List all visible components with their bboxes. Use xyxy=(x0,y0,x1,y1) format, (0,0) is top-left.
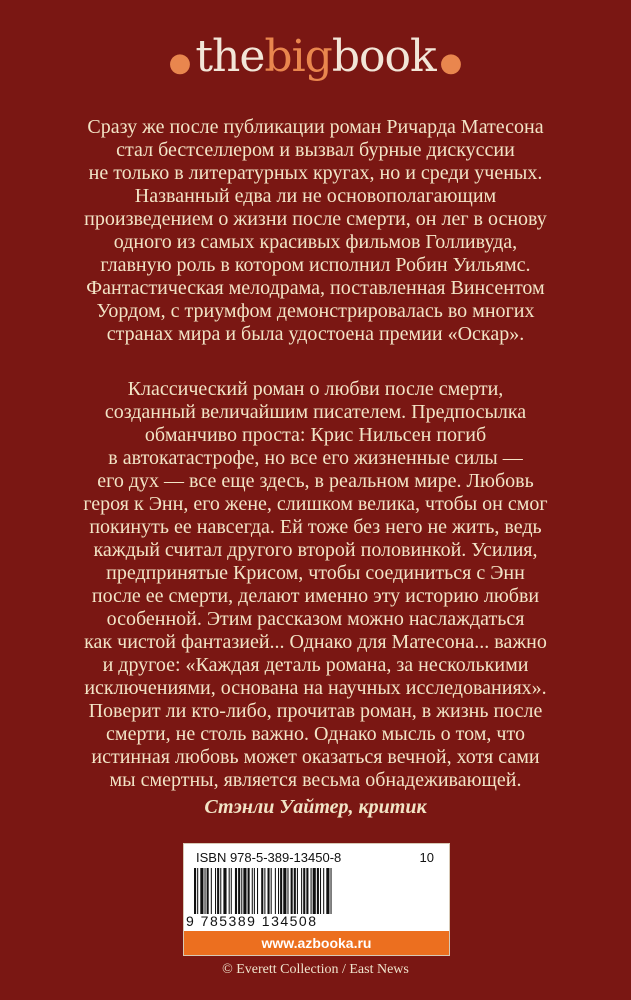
barcode-stripe xyxy=(268,868,270,914)
text-line: Поверит ли кто-либо, прочитав роман, в жизнь после xyxy=(88,700,543,722)
logo-big: big xyxy=(264,31,332,82)
barcode-stripe xyxy=(303,868,305,914)
barcode-stripe xyxy=(223,868,226,914)
barcode-stripe xyxy=(287,868,288,914)
barcode-stripe xyxy=(264,868,265,914)
barcode-stripe xyxy=(197,868,198,914)
text-line: мы смертны, является весьма обнадеживающей. xyxy=(109,769,522,791)
isbn-label: ISBN 978-5-389-13450-8 xyxy=(196,850,342,865)
text-line: покинуть ее навсегда. Ей тоже без него не жить, ведь xyxy=(89,516,542,538)
text-line: Уордом, с триумфом демонстрировалась во многих xyxy=(96,300,535,322)
barcode-stripe xyxy=(207,868,209,914)
barcode-stripe xyxy=(220,868,221,914)
barcode-stripe xyxy=(297,868,298,914)
barcode-stripe xyxy=(238,868,240,914)
barcode-stripe xyxy=(243,868,246,914)
barcode-stripe xyxy=(291,868,293,914)
text-line: в автокатастрофе, но все его жизненные силы — xyxy=(108,447,523,469)
text-line: его дух — все еще здесь, в реальном мире. Любовь xyxy=(97,470,534,492)
barcode-stripe xyxy=(283,868,286,914)
text-line: Фантастическая мелодрама, поставленная Винсентом xyxy=(86,277,545,299)
barcode-stripe xyxy=(254,868,255,914)
text-line: как чистой фантазией... Однако для Матесона... важно xyxy=(84,631,547,653)
logo-the: the xyxy=(195,31,265,82)
isbn-line xyxy=(196,850,438,865)
text-line: главную роль в котором исполнил Робин Уильямс. xyxy=(100,254,531,276)
barcode-stripe xyxy=(205,868,206,914)
publisher-url: www.azbooka.ru xyxy=(184,931,449,955)
barcode-stripe xyxy=(257,868,258,914)
barcode-stripe xyxy=(294,868,296,914)
barcode-stripe xyxy=(323,868,324,914)
text-line: героя к Энн, его жене, слишком велика, чтобы он смог xyxy=(83,493,548,515)
barcode-stripe xyxy=(271,868,272,914)
barcode-stripe xyxy=(275,868,276,914)
text-line: особенной. Этим рассказом можно наслаждаться xyxy=(106,608,525,630)
review-credit: Стэнли Уайтер, критик xyxy=(204,796,427,818)
text-line: и другое: «Каждая деталь романа, за несколькими xyxy=(102,654,529,676)
barcode-digits: 9 785389 134508 xyxy=(186,913,318,929)
barcode-stripe xyxy=(229,868,230,914)
price-code: 10 xyxy=(419,850,434,865)
text-line: созданный величайшим писателем. Предпосылка xyxy=(104,401,527,423)
text-line: исключениями, основана на научных исследованиях». xyxy=(84,677,547,699)
text-line: после ее смерти, делают именно эту историю любви xyxy=(91,585,540,607)
publisher-logo xyxy=(0,30,631,90)
barcode-stripe xyxy=(313,868,316,914)
text-line: одного из самых красивых фильмов Голливуда, xyxy=(113,231,518,253)
photo-copyright: © Everett Collection / East News xyxy=(222,962,409,977)
text-line: не только в литературных кругах, но и среди ученых. xyxy=(88,162,543,184)
barcode-stripe xyxy=(200,868,203,914)
logo-dot-icon: ● xyxy=(439,48,463,78)
text-line: Сразу же после публикации роман Ричарда Матесона xyxy=(87,116,544,138)
text-line: истинная любовь может оказаться вечной, хотя сами xyxy=(91,746,540,768)
text-line: обманчиво проста: Крис Нильсен погиб xyxy=(144,424,487,446)
barcode-stripe xyxy=(331,868,332,914)
barcode-bars xyxy=(190,868,442,914)
barcode-stripe xyxy=(194,868,196,914)
text-line: стал бестселлером и вызвал бурные дискуссии xyxy=(116,139,515,161)
barcode-stripe xyxy=(280,868,282,914)
barcode-stripe xyxy=(215,868,216,914)
barcode-stripe xyxy=(217,868,219,914)
barcode-stripe xyxy=(326,868,329,914)
logo-book: book xyxy=(331,31,436,82)
barcode-stripe xyxy=(311,868,312,914)
barcode-stripe xyxy=(320,868,321,914)
text-line: Классический роман о любви после смерти, xyxy=(127,378,504,400)
blurb-paragraph-2 xyxy=(60,378,571,792)
barcode-stripe xyxy=(248,868,250,914)
text-line: каждый считал другого второй половинкой. Усилия, xyxy=(93,539,538,561)
barcode-stripe xyxy=(317,868,319,914)
barcode-stripe xyxy=(235,868,237,914)
barcode-stripe xyxy=(278,868,279,914)
blurb-paragraph-1 xyxy=(60,116,571,346)
barcode-stripe xyxy=(231,868,232,914)
barcode-stripe xyxy=(211,868,212,914)
text-line: Названный едва ли не основополагающим xyxy=(134,185,497,207)
text-line: смерти, не столь важно. Однако мысль о том, что xyxy=(106,723,525,745)
barcode-stripe xyxy=(306,868,308,914)
text-line: произведением о жизни после смерти, он лег в основу xyxy=(84,208,547,230)
barcode-stripe xyxy=(252,868,253,914)
barcode-panel xyxy=(183,843,450,956)
barcode-stripe xyxy=(301,868,302,914)
text-line: странах мира и была удостоена премии «Оскар». xyxy=(106,323,525,345)
logo-dot-icon: ● xyxy=(168,48,192,78)
barcode-stripe xyxy=(261,868,263,914)
text-line: предпринятые Крисом, чтобы соединиться с Энн xyxy=(106,562,525,584)
barcode-stripe xyxy=(241,868,242,914)
